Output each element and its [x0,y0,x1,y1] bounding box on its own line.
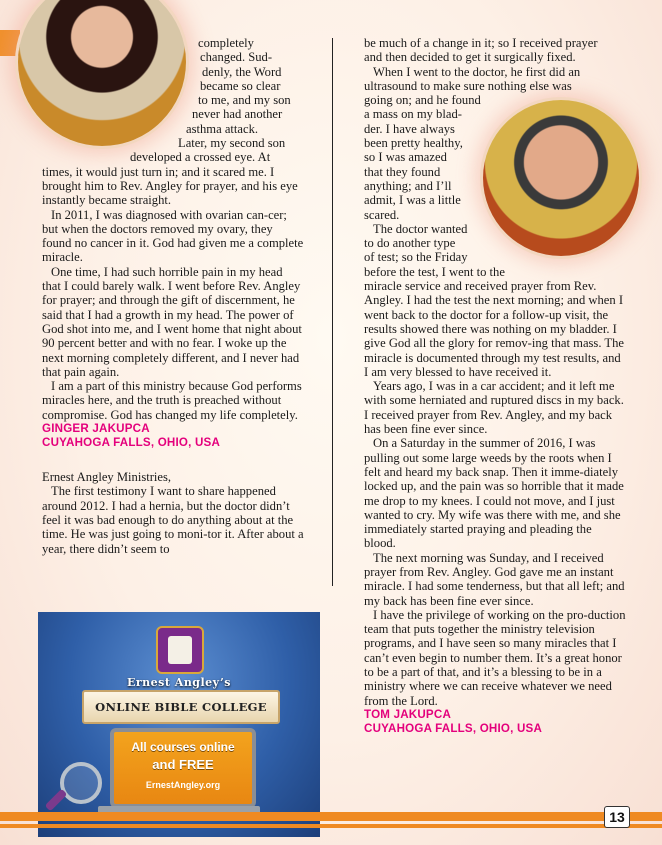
salutation: Ernest Angley Ministries, [42,470,172,485]
paragraph: The next morning was Sunday, and I received prayer from Rev. Angley. God gave me an instant miracle. I had some tenderness, but that all left; and my back has been fine ever since. [364,550,625,608]
text-line: to me, and my son [198,93,291,108]
ad-screen-line2: and FREE [152,757,214,772]
bible-college-ad[interactable] [38,612,320,837]
paragraph: Years ago, I was in a car accident; and it left me with some herniated and ruptured discs in my back. I received prayer from Rev. Angley, and my back has been fine ever since. [364,379,624,437]
text-line: ultrasound to make sure nothing else was [364,78,572,93]
text-line: became so clear [200,78,281,93]
footer-stripe [0,812,662,821]
paragraph: The first testimony I want to share happened around 2012. I had a hernia, but the doctor didn’t feel it was bad enough to do anything about at the time. He was just going to moni-tor it. After about a year, there didn’t seem to [42,484,304,556]
paragraph: In 2011, I was diagnosed with ovarian can-cer; but when the doctors removed my ovary, they found no cancer in it. God had given me a complete miracle. [42,207,304,265]
text-line: Later, my second son [178,136,286,151]
magnifier-handle [45,789,68,812]
text-line: When I went to the doctor, he first did an [373,64,581,79]
paragraph: times, it would just turn in; and it scared me. I brought him to Rev. Angley for prayer, and his eye instantly became straight. [42,164,298,208]
text-line: a mass on my blad- [364,107,462,122]
orange-tab-decoration [0,30,20,56]
column-divider [332,38,333,586]
signature-name: TOM JAKUPCA [364,707,452,721]
page-number: 13 [604,806,630,828]
text-line: completely [198,36,254,50]
text-line: before the test, I went to the [364,264,505,279]
text-line: scared. [364,207,400,222]
ad-url-link[interactable]: ErnestAngley.org [145,780,221,790]
signature-place: CUYAHOGA FALLS, OHIO, USA [42,436,221,450]
left-column [42,36,304,556]
text-line: The doctor wanted [373,221,468,236]
paragraph: One time, I had such horrible pain in my head that I could barely walk. I went before Rev. Angley for prayer; and through the gift of discernment, he said that I had a growth in my head. The power of God shot into me, and I went home that night about 90 percent better and with no fear. I woke up the next morning completely different, and I never had that pain again. [42,264,302,379]
text-line: so I was amazed [364,150,447,165]
text-line: going on; and he found [364,93,481,108]
signature-place: CUYAHOGA FALLS, OHIO, USA [364,721,543,735]
text-line: asthma attack. [186,121,259,136]
text-line: changed. Sud- [200,50,273,65]
text-line: denly, the Word [202,64,282,79]
signature-name: GINGER JAKUPCA [42,422,150,436]
ad-screen-line1: All courses online [131,740,235,754]
ad-title: ONLINE BIBLE COLLEGE [82,690,280,724]
laptop-screen [110,728,256,808]
text-line: been pretty healthy, [364,136,463,151]
right-column [364,36,626,736]
text-line: der. I have always [364,121,455,136]
text-line: never had another [192,107,283,122]
bible-logo-icon [156,626,204,674]
paragraph: I have the privilege of working on the pro-duction team that puts together the ministry television programs, and I have seen so many miracles that I can’t even begin to number them. It’s a great honor to be a part of that, and it’s a blessing to be in a ministry where we can receive whatever we need from the Lord. [364,607,626,708]
paragraph: I am a part of this ministry because God performs miracles here, and the truth is preached without compromise. God has changed my life completely. [42,379,302,422]
text-line: that they found [364,164,441,179]
text-line: to do another type [364,236,456,251]
footer-stripe-thin [0,824,662,828]
text-line: admit, I was a little [364,193,461,208]
paragraph: miracle service and received prayer from Rev. Angley. I had the test the next morning; and when I went back to the doctor for a follow-up visit, the results showed there was nothing on my bladder. I give God all the glory for remov-ing that mass. The miracle is documented through my test results, and I am very blessed to have received it. [364,279,624,379]
left-wrapped-lines [42,36,304,165]
text-line: anything; and I’ll [364,178,452,193]
paragraph: On a Saturday in the summer of 2016, I was pulling out some large weeds by the roots when I felt and heard my back snap. Then it imme-diately locked up, and the pain was so horrible that it made me drop to my knees. I could not move, and I just wanted to cry. My wife was there with me, and she immediately started praying and pleading the blood. [364,436,624,551]
magnifier-icon [60,762,102,804]
ad-brand: Ernest Angley’s [127,676,231,689]
text-line: developed a crossed eye. At [130,150,271,165]
text-line: and then decided to get it surgically fixed. [364,50,576,65]
text-line: be much of a change in it; so I received prayer [364,36,598,50]
text-line: of test; so the Friday [364,250,468,265]
right-wrapped-paragraph [364,65,626,279]
